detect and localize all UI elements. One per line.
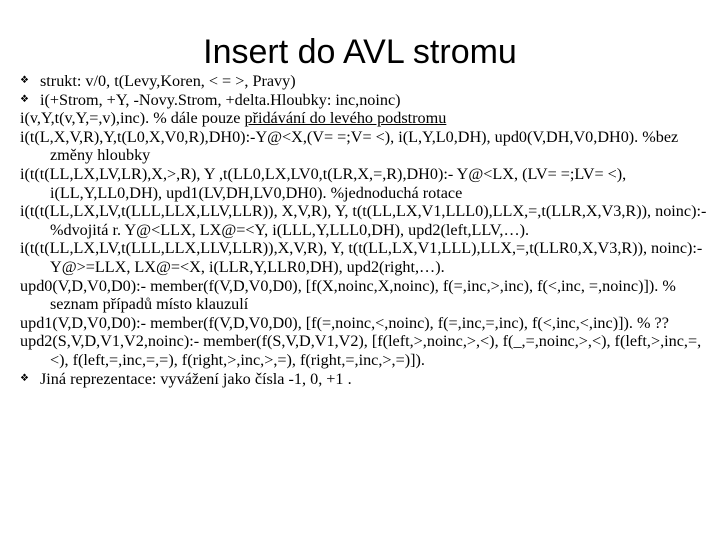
line-text: strukt: v/0, t(Levy,Koren, < = >, Pravy) [40, 72, 296, 90]
bullet-line [20, 370, 712, 389]
diamond-bullet-icon: ❖ [20, 93, 29, 105]
line-text: i(+Strom, +Y, -Novy.Strom, +delta.Hloubky: inc,noinc) [40, 90, 401, 109]
code-line [20, 314, 712, 333]
line-text: i(t(t(LL,LX,LV,t(LLL,LLX,LLV,LLR)),X,V,R), Y, t(t(LL,LX,V1,LLL),LLX,=,t(LLR0,X,V3,R)), noinc):- Y@>=LLX, LX@=<X, i(LLR,Y,LLR0,DH), upd2(right,…). [20, 239, 703, 276]
slide-content [20, 72, 712, 388]
line-text: i(t(L,X,V,R),Y,t(L0,X,V0,R),DH0):-Y@<X,(V= =;V= <), i(L,Y,L0,DH), upd0(V,DH,V0,DH0). %bez změny hloubky [20, 127, 679, 165]
code-line [20, 165, 712, 202]
line-text: i(v,Y,t(v,Y,=,v),inc). % dále pouze [20, 109, 245, 128]
diamond-bullet-icon: ❖ [20, 372, 29, 384]
slide-title: Insert do AVL stromu [203, 33, 517, 71]
code-line [20, 239, 712, 276]
diamond-bullet-icon: ❖ [20, 75, 29, 86]
code-line [20, 202, 712, 239]
code-line [20, 128, 712, 165]
code-line [20, 109, 712, 128]
code-line [20, 277, 712, 314]
line-text: i(t(t(LL,LX,LV,t(LLL,LLX,LLV,LLR)), X,V,R), Y, t(t(LL,LX,V1,LLL0),LLX,=,t(LLR,X,V3,R)), noinc):- %dvojitá r. Y@<LLX, LX@=<Y, i(LLL,Y,LLL0,DH), upd2(left,LLV,…). [20, 202, 707, 239]
line-text: upd2(S,V,D,V1,V2,noinc):- member(f(S,V,D,V1,V2), [f(left,>,noinc,>,<), f(_,=,noinc,>,<), f(left,>,inc,=,<), f(left,=,inc,=,=), f(right,>,inc,>,=), f(right,=,inc,>,=)]). [20, 332, 702, 369]
bullet-line [20, 91, 712, 110]
code-line [20, 332, 712, 369]
line-text: Jiná reprezentace: vyvážení jako čísla -1, 0, +1 . [40, 369, 352, 388]
line-text: upd1(V,D,V0,D0):- member(f(V,D,V0,D0), [f(=,noinc,<,noinc), f(=,inc,=,inc), f(<,inc,<,inc)]). % ?? [20, 313, 669, 332]
underlined-note: přidávání do levého podstromu [244, 109, 447, 128]
bullet-line [20, 72, 712, 91]
line-text: upd0(V,D,V0,D0):- member(f(V,D,V0,D0), [f(X,noinc,X,noinc), f(=,inc,>,inc), f(<,inc, =,noinc)]). % seznam případů místo klauzulí [20, 276, 676, 314]
line-text: i(t(t(LL,LX,LV,LR),X,>,R), Y ,t(LL0,LX,LV0,t(LR,X,=,R),DH0):- Y@<LX, (LV= =;LV= <), i(LL,Y,LL0,DH), upd1(LV,DH,LV0,DH0). %jednoduchá rotace [20, 164, 627, 202]
